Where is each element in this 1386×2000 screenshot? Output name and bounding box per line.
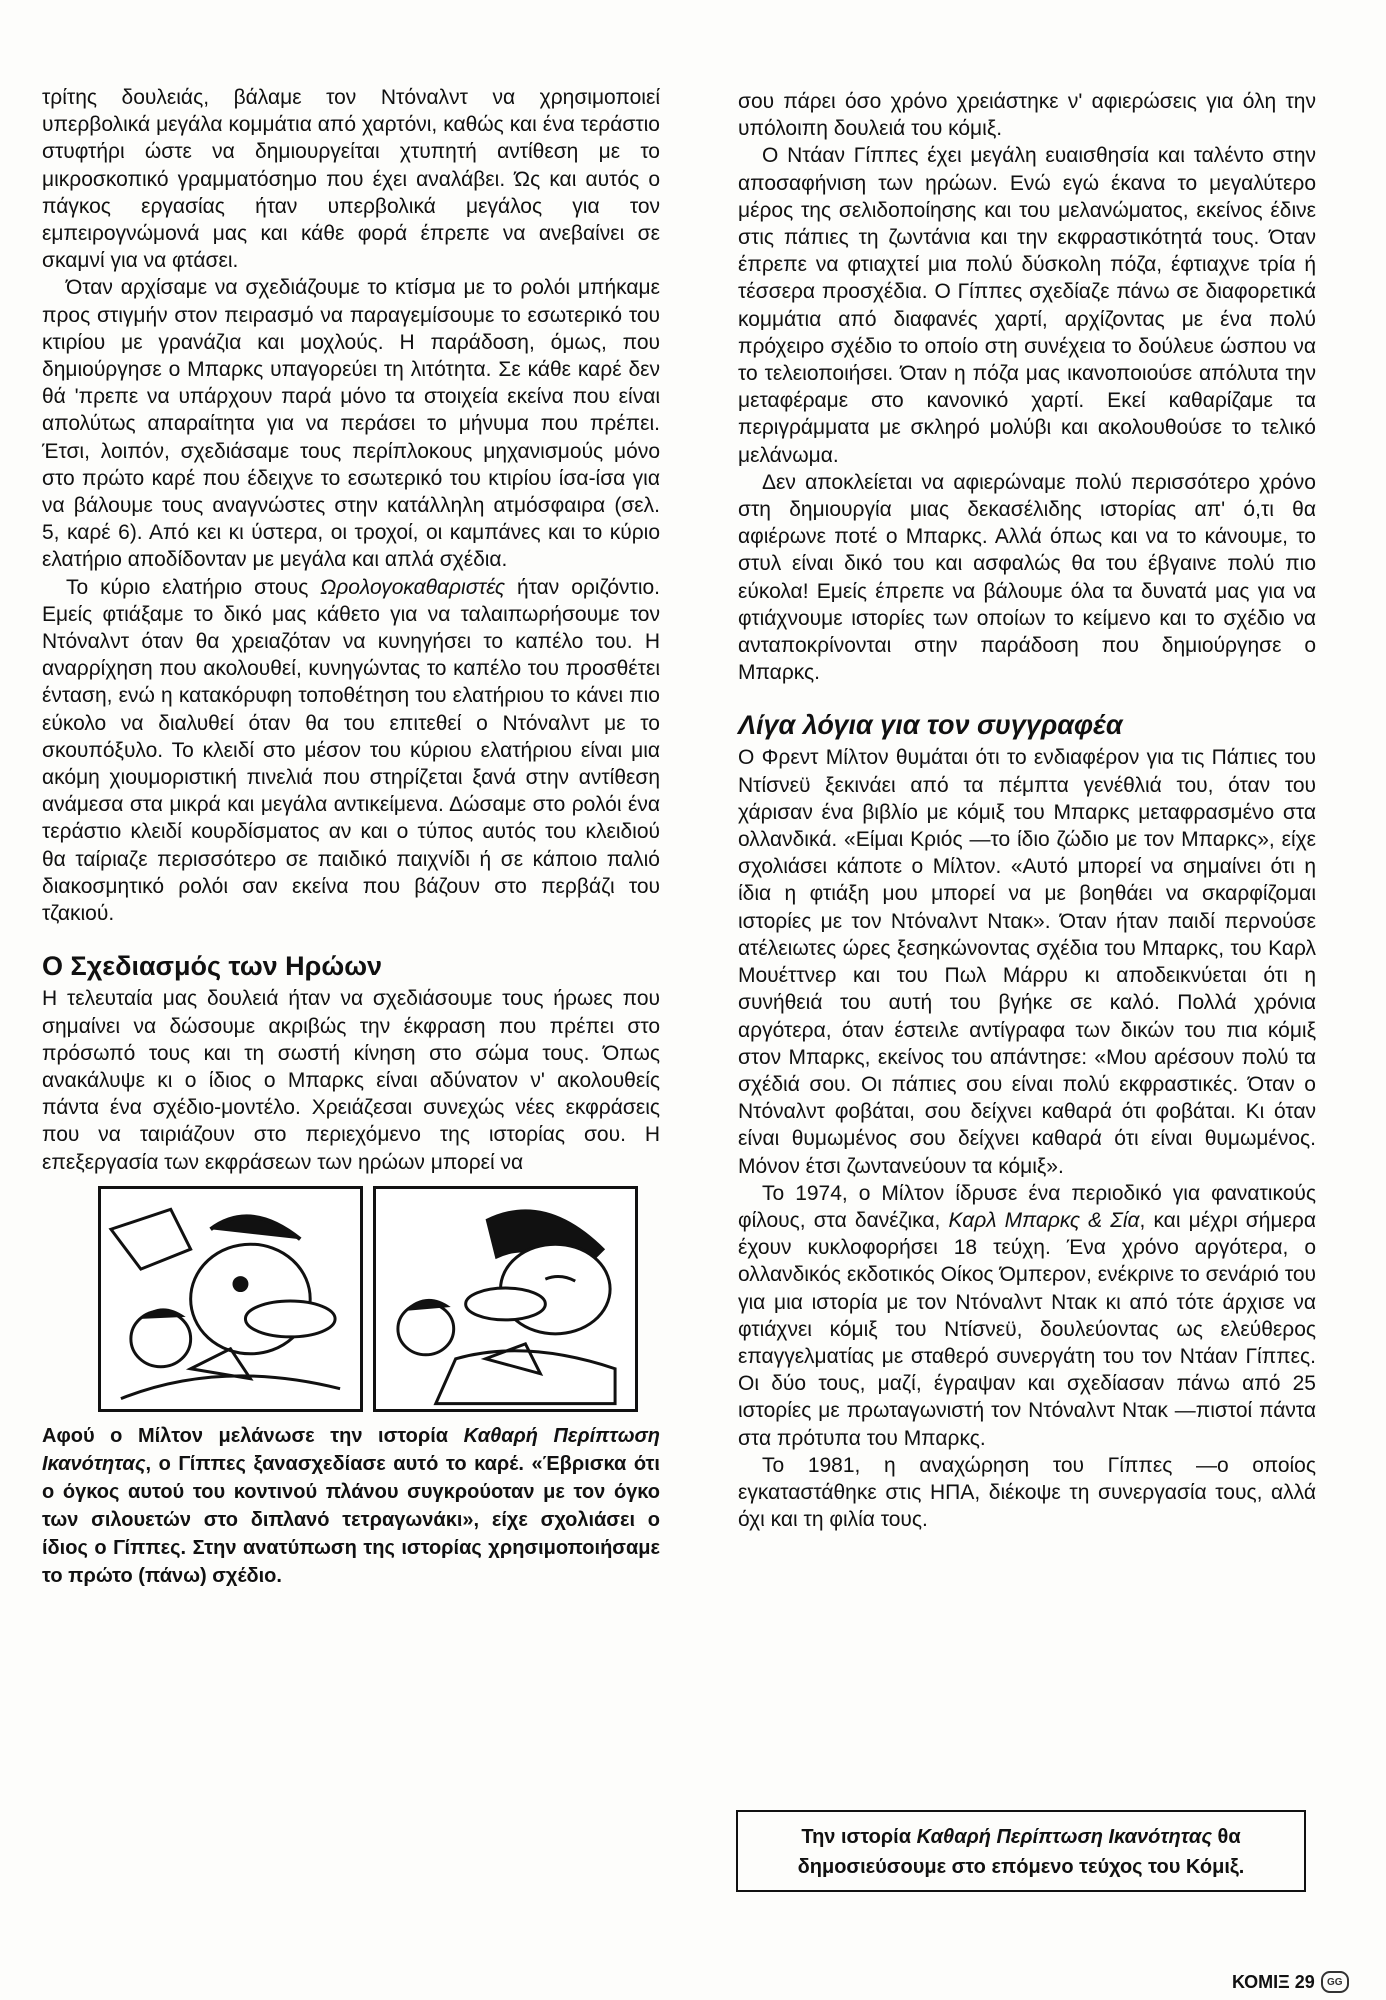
text-run: Την ιστορία	[801, 1826, 917, 1848]
paragraph: Η τελευταία μας δουλειά ήταν να σχεδιάσουμε τους ήρωες που σημαίνει να δώσουμε ακριβώς την έκφραση που πρέπει στο πρόσωπό τους και τη σωστή κίνηση στο σώμα τους. Όπως ανακάλυψε κι ο ίδιος ο Μπαρκς είναι αδύνατον ν' ακολουθείς πάντα ένα σχέδιο-μοντέλο. Χρειάζεσαι συνεχώς νέες εκφράσεις που να ταιριάζουν στο περιεχόμενο της ιστορίας σου. Η επεξεργασία των εκφράσεων των ηρώων μπορεί να	[42, 987, 660, 1174]
paragraph: Το 1981, η αναχώρηση του Γίππες —ο οποίος εγκαταστάθηκε στις ΗΠΑ, διέκοψε τη συνεργασία τους, αλλά όχι και τη φιλία τους.	[738, 1453, 1316, 1532]
text-run: , ο Γίππες ξανασχεδίασε αυτό το καρέ. «Έβρισκα ότι ο όγκος αυτού του κοντινού πλάνου συγκρούοταν με τον όγκο των σιλουετών στο διπλανό τετραγωνάκι», είχε σχολιάσει ο ίδιος ο Γίππες. Στην ανατύπωση της ιστορίας χρησιμοποιήσαμε το πρώτο (πάνω) σχέδιο.	[42, 1452, 660, 1587]
publisher-logo-icon: GG	[1321, 1971, 1349, 1993]
text-run: ήταν οριζόντιο. Εμείς φτιάξαμε το δικό μας κάθετο για να ταλαιπωρήσουμε τον Ντόναλντ όταν θα χρειαζόταν να κυνηγήσει το καπέλο του. Η αναρρίχηση που ακολουθεί, κυνηγώντας το καπέλο του προσθέτει ένταση, ενώ η κατακόρυφη τοποθέτηση του ελατήριου το κάνει πιο εύκολο να διαλυθεί όταν θα του επιτεθεί ο Ντόναλντ με το σκουπόξυλο. Το κλειδί στο μέσον του κύριου ελατήριου είναι μια ακόμη χιουμοριστική πινελιά που στηρίζεται ξανά στην αντίθεση ανάμεσα στα μικρά και μεγάλα αντικείμενα. Δώσαμε στο ρολόι ένα τεράστιο κλειδί κουρδίσματος αν και ο τύπος αυτός του κλειδιού θα ταίριαζε περισσότερο σε παιδικό παιχνίδι ή σε κάποιο παλιό διακοσμητικό ρολόι σαν εκείνα που βάζουν στο περβάζι του τζακιού.	[42, 575, 660, 926]
section-heading: Λίγα λόγια για τον συγγραφέα	[738, 710, 1123, 741]
italic-title: Καθαρή Περίπτωση Ικανότητας	[916, 1826, 1212, 1848]
italic-title: Καρλ Μπαρκς & Σία	[948, 1208, 1140, 1232]
section-heading: Ο Σχεδιασμός των Ηρώων	[42, 951, 383, 982]
paragraph: Δεν αποκλείεται να αφιερώναμε πολύ περισσότερο χρόνο στη δημιουργία μιας δεκασέλιδης ιστορίας απ' ό,τι θα αφιέρωνε ποτέ ο Μπαρκς. Αλλά όπως και να το κάνουμε, το στυλ είναι δικό του και ασφαλώς θα του έβγαινε πολύ πιο εύκολα! Εμείς έπρεπε να βάλουμε όλα τα δυνατά μας για να φτιάχνουμε ιστορίες των οποίων το κείμενο και το σχέδιο να ανταποκρίνονται στην παράδοση που δημιούργησε ο Μπαρκς.	[738, 470, 1316, 685]
paragraph	[42, 574, 660, 928]
figure-caption	[42, 1422, 660, 1590]
text-run: , και μέχρι σήμερα έχουν κυκλοφορήσει 18 τεύχη. Ένα χρόνο αργότερα, ο ολλανδικός εκδοτικός Οίκος Όμπερον, ενέκρινε το σενάριό του για μια ιστορία με τον Ντόναλντ Ντακ κι από τότε άρχισε να φτιάχνει κόμιξ του Ντίσνεϋ, δουλεύοντας ως ελεύθερος επαγγελματίας με σταθερό συνεργάτη του τον Ντάαν Γίππες. Οι δύο τους, μαζί, έγραψαν και σχεδίασαν πάνω από 25 ιστορίες με πρωταγωνιστή τον Ντόναλντ Ντακ —πιστοί πάντα στα πρότυπα του Μπαρκς.	[738, 1208, 1316, 1450]
page-number: ΚΟΜΙΞ 29	[1232, 1971, 1315, 1992]
page-footer	[1232, 1970, 1349, 1994]
text-run: Το 1974, ο Μίλτον ίδρυσε ένα περιοδικό για φανατικούς φίλους, στα δανέζικα,	[738, 1181, 1316, 1232]
paragraph: Ο Φρεντ Μίλτον θυμάται ότι το ενδιαφέρον για τις Πάπιες του Ντίσνεϋ ξεκινάει από τα πέμπτα γενέθλιά του, όταν του χάρισαν ένα βιβλίο με κόμιξ του Μπαρκς μεταφρασμένο στα ολλανδικά. «Είμαι Κριός —το ίδιο ζώδιο με τον Μπαρκς», είχε σχολιάσει κάποτε ο Μίλτον. «Αυτό μπορεί να σημαίνει ότι η ίδια η φτιάξη μου μπορεί να με βοηθάει να σκαρφίζομαι ιστορίες με τον Ντόναλντ Ντακ». Όταν ήταν παιδί περνούσε ατέλειωτες ώρες ξεσηκώνοντας σχέδια του Μπαρκς, του Καρλ Μουέττνερ και του Πωλ Μάρρυ κι αποδεικνύεται ότι η συνήθειά του αυτή του βγήκε σε καλό. Πολλά χρόνια αργότερα, όταν έστειλε αντίγραφα των δικών του πια κόμιξ στον Μπαρκς, εκείνος του απάντησε: «Μου αρέσουν πολύ τα σχέδιά σου. Οι πάπιες σου είναι πολύ εκφραστικές. Όταν ο Ντόναλντ φοβάται, σου δείχνει καθαρά ότι φοβάται. Κι όταν είναι θυμωμένος σου δείχνει καθαρά ότι είναι θυμωμένος. Μόνον έτσι ζωντανεύουν τα κόμιξ».	[738, 746, 1316, 1178]
paragraph: τρίτης δουλειάς, βάλαμε τον Ντόναλντ να χρησιμοποιεί υπερβολικά μεγάλα κομμάτια από χαρτόνι, καθώς και ένα τεράστιο στυφτήρι ώστε να δημιουργείται χτυπητή αντίθεση με το μικροσκοπικό γραμματόσημο που έχει αναλάβει. Ώς και αυτός ο πάγκος εργασίας ήταν υπερβολικά μεγάλος για τον εμπειρογνώμονά μας και κάθε φορά έπρεπε να ανεβαίνει σε σκαμνί για να φτάσει.	[42, 86, 660, 273]
comic-panel-2	[373, 1186, 638, 1412]
comic-panel-1	[98, 1186, 363, 1412]
text-run: Το κύριο ελατήριο στους	[66, 575, 321, 599]
paragraph: σου πάρει όσο χρόνο χρειάστηκε ν' αφιερώσεις για όλη την υπόλοιπη δουλειά του κόμιξ.	[738, 90, 1316, 141]
italic-title: Καθαρή Περίπτωση Ικανότητας	[42, 1424, 660, 1475]
text-run: θα δημοσιεύσουμε στο επόμενο τεύχος του Κόμιξ.	[797, 1826, 1245, 1878]
next-issue-notice	[736, 1810, 1306, 1892]
italic-title: Ωρολογοκαθαριστές	[320, 575, 506, 599]
paragraph: Ο Ντάαν Γίππες έχει μεγάλη ευαισθησία και ταλέντο στην αποσαφήνιση των ηρώων. Ενώ εγώ έκανα το μεγαλύτερο μέρος της σελιδοποίησης και του μελανώματος, εκείνος έδινε στις πάπιες τη ζωντάνια και την εκφραστικότητά τους. Όταν έπρεπε να φτιαχτεί μια πολύ δύσκολη πόζα, έφτιαχνε τρία ή τέσσερα προσχέδια. Ο Γίππες σχεδίαζε πάνω σε διαφορετικά κομμάτια από διαφανές χαρτί, αρχίζοντας με ένα πολύ πρόχειρο σχέδιο το οποίο στη συνέχεια το δούλευε ώσπου να το τελειοποιήσει. Όταν η πόζα μας ικανοποιούσε απόλυτα την μεταφέραμε στο κανονικό χαρτί. Εκεί καθαρίζαμε τα περιγράμματα με σκληρό μολύβι και ακολουθούσε το τελικό μελάνωμα.	[738, 144, 1316, 467]
right-column	[738, 88, 1316, 1533]
comic-figure	[98, 1186, 638, 1412]
paragraph: Όταν αρχίσαμε να σχεδιάζουμε το κτίσμα με το ρολόι μπήκαμε προς στιγμήν στον πειρασμό να παραγεμίσουμε το εσωτερικό του κτιρίου με γρανάζια και μοχλούς. Η παράδοση, όμως, που δημιούργησε ο Μπαρκς υπαγορεύει τη λιτότητα. Σε κάθε καρέ δεν θά 'πρεπε να υπάρχουν παρά μόνο τα στοιχεία εκείνα που είναι απολύτως απαραίτητα για να περάσει το μήνυμα που πρέπει. Έτσι, λοιπόν, σχεδιάσαμε τους περίπλοκους μηχανισμούς μόνο στο πρώτο καρέ που έδειχνε το εσωτερικό του κτιρίου ίσα-ίσα για να βάλουμε τους αναγνώστες στην κατάλληλη ατμόσφαιρα (σελ. 5, καρέ 6). Από κει κι ύστερα, οι τροχοί, οι καμπάνες και το κύριο ελατήριο αποδίδονταν με μεγάλα και απλά σχέδια.	[42, 276, 660, 572]
comic-drawing	[101, 1189, 360, 1409]
text-run: Αφού ο Μίλτον μελάνωσε την ιστορία	[42, 1424, 464, 1447]
comic-drawing	[376, 1189, 635, 1409]
paragraph	[738, 1180, 1316, 1452]
left-column	[42, 84, 660, 1590]
